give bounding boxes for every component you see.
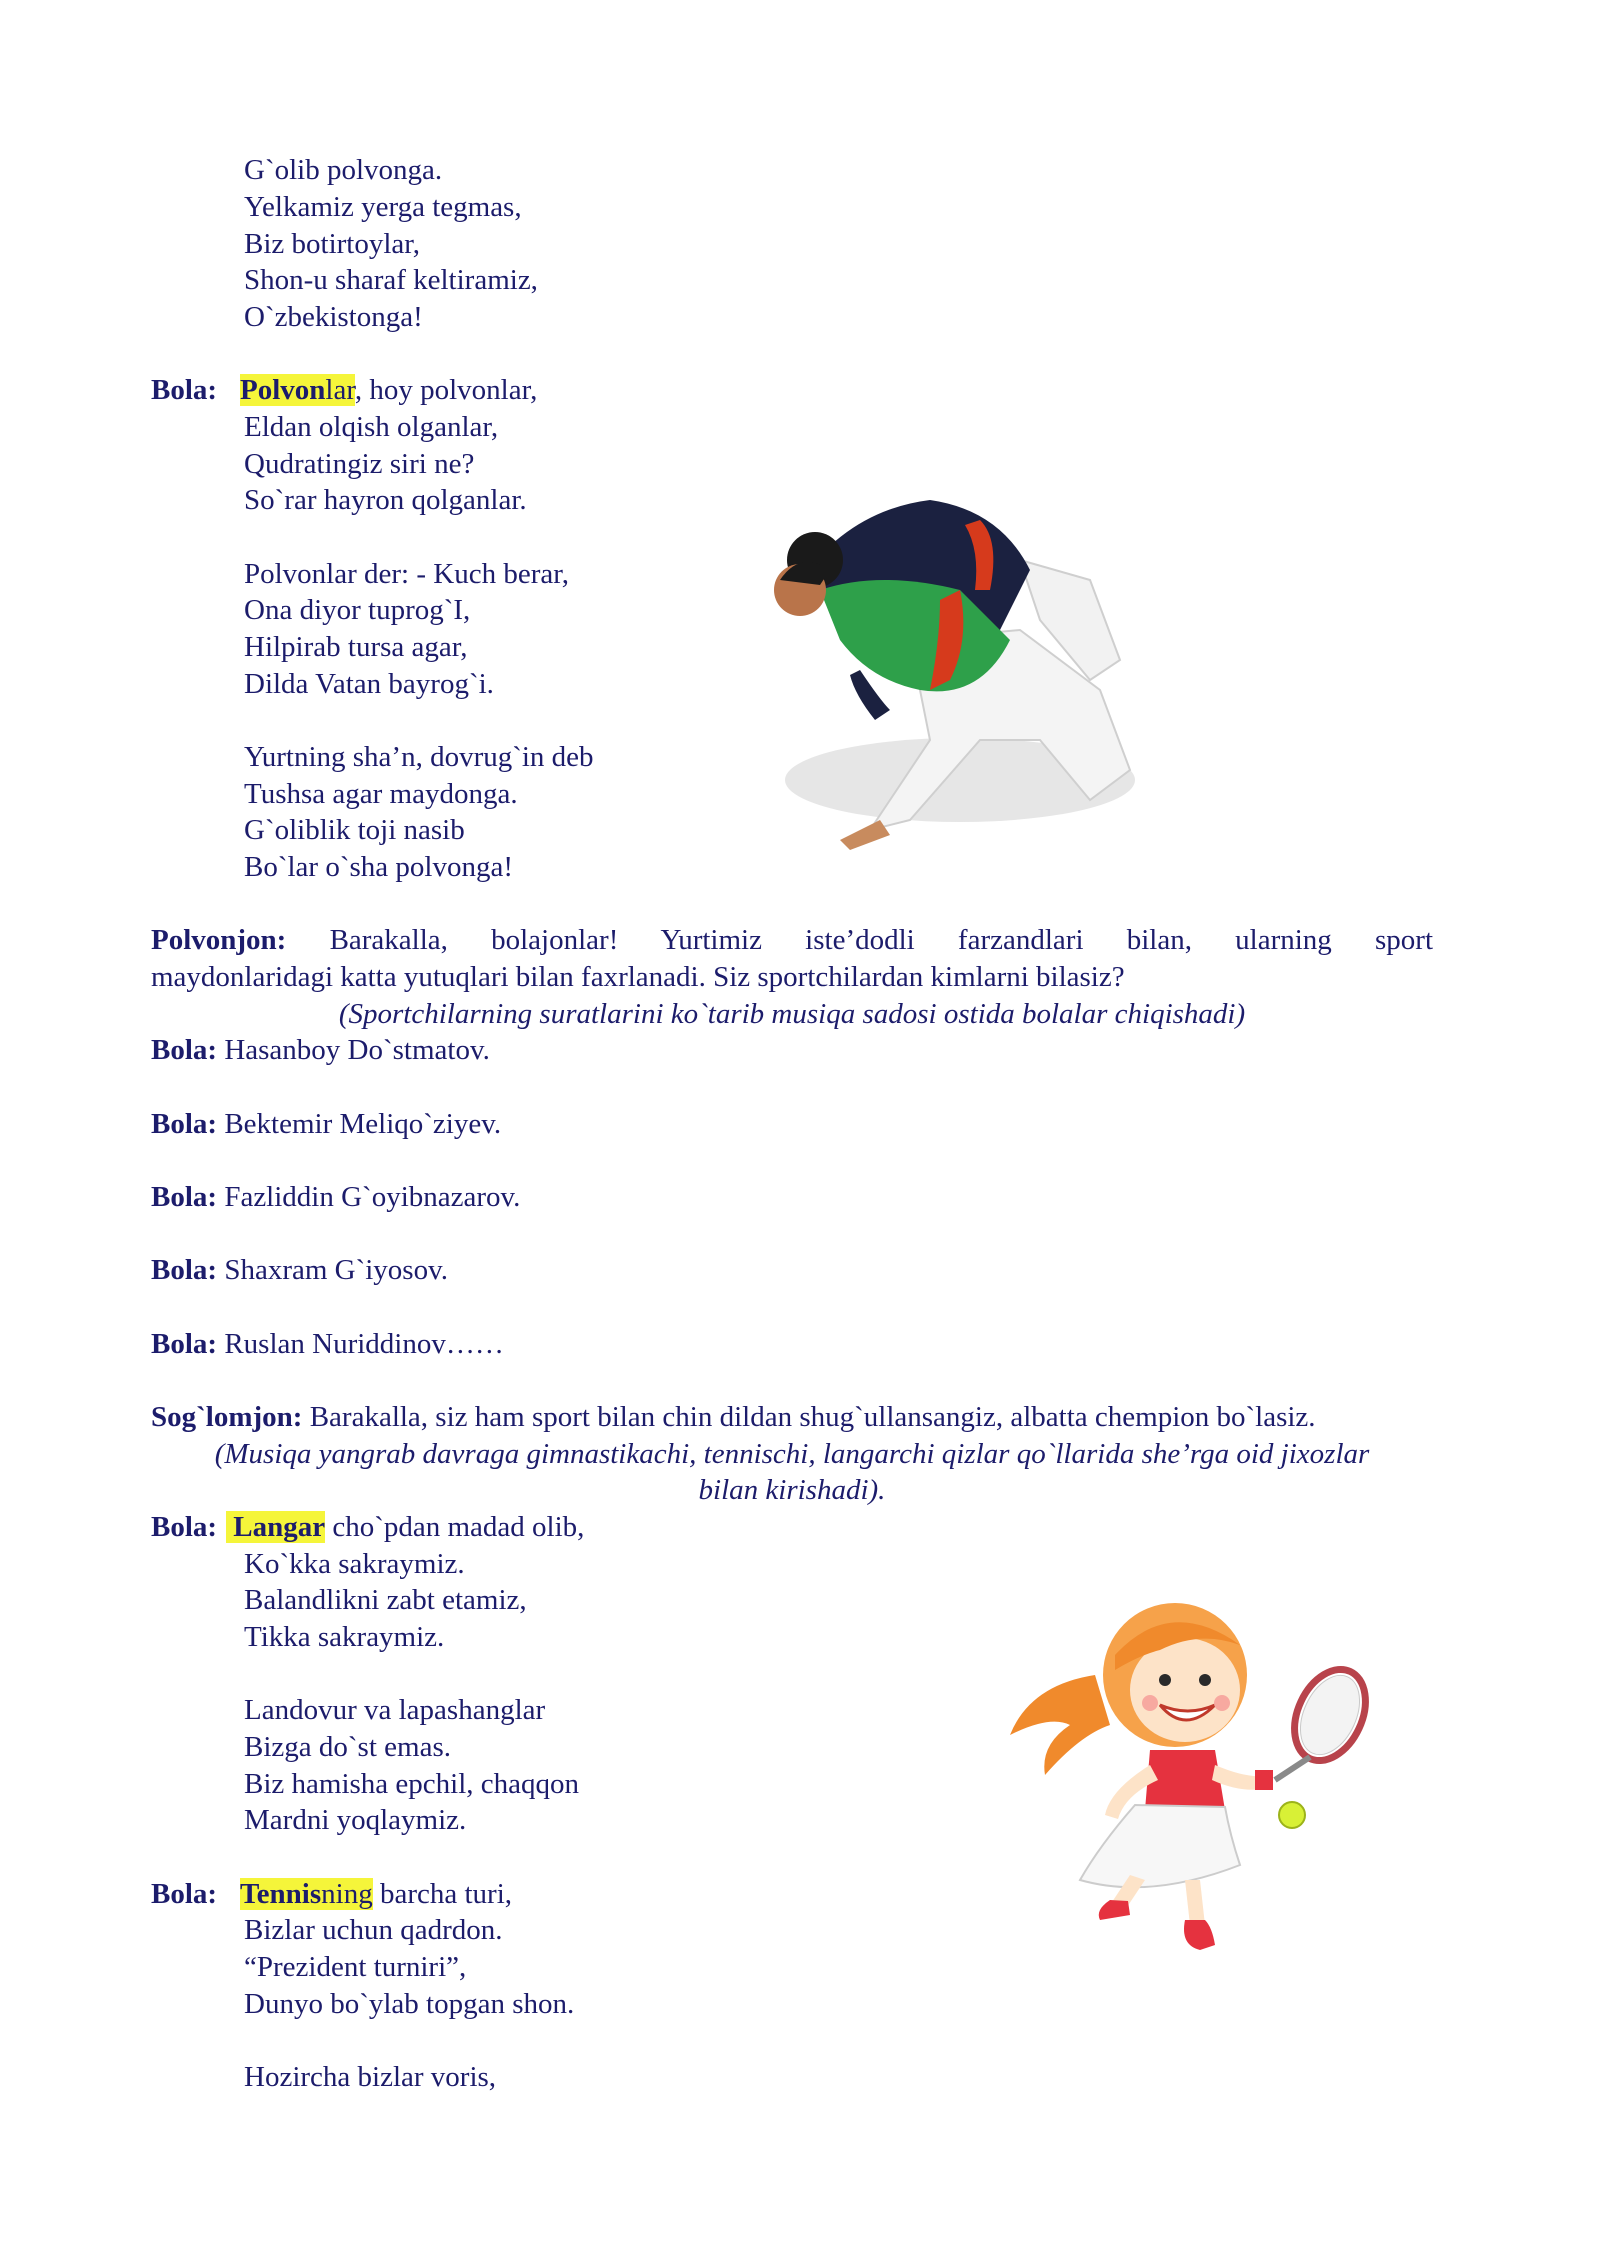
dialogue-line bbox=[151, 1032, 490, 1069]
athlete-name: Fazliddin G`oyibnazarov. bbox=[224, 1181, 521, 1213]
poem-line: Balandlikni zabt etamiz, bbox=[244, 1584, 527, 1616]
dialogue-line bbox=[151, 1179, 520, 1216]
speaker-label: Bola: bbox=[151, 1328, 218, 1360]
poem-line: “Prezident turniri”, bbox=[244, 1951, 467, 1983]
poem-line: Tikka sakraymiz. bbox=[244, 1621, 445, 1653]
dialogue-line bbox=[151, 1326, 504, 1363]
speaker-label: Bola: bbox=[151, 1108, 218, 1140]
highlighted-word: Polvon bbox=[240, 374, 326, 406]
poem-line: Qudratingiz siri ne? bbox=[244, 448, 475, 480]
speaker-label: Bola: bbox=[151, 1878, 218, 1910]
poem-line: Polvonlar der: - Kuch berar, bbox=[244, 558, 569, 590]
poem-line: Bo`lar o`sha polvonga! bbox=[244, 851, 513, 883]
poem-line: Ko`kka sakraymiz. bbox=[244, 1548, 465, 1580]
speaker-label: Bola: bbox=[151, 374, 218, 406]
tennis-girl-illustration bbox=[1000, 1575, 1380, 1965]
athlete-name: Ruslan Nuriddinov…… bbox=[224, 1328, 504, 1360]
dialogue-line bbox=[151, 1252, 448, 1289]
dialogue-line: maydonlaridagi katta yutuqlari bilan faxrlanadi. Siz sportchilardan kimlarni bilasiz? bbox=[151, 961, 1125, 993]
poem-line: Mardni yoqlaymiz. bbox=[244, 1804, 467, 1836]
highlighted-word: Tennis bbox=[240, 1878, 322, 1910]
dialogue-line bbox=[151, 1106, 501, 1143]
athlete-name: Hasanboy Do`stmatov. bbox=[224, 1034, 490, 1066]
stage-direction: (Musiqa yangrab davraga gimnastikachi, tennischi, langarchi qizlar qo`llarida she’rga oid jixozlar bbox=[214, 1438, 1370, 1470]
athlete-name: Bektemir Meliqo`ziyev. bbox=[224, 1108, 502, 1140]
wrestlers-illustration bbox=[760, 440, 1150, 860]
athlete-name: Shaxram G`iyosov. bbox=[224, 1254, 448, 1286]
poem-line: Tushsa agar maydonga. bbox=[244, 778, 518, 810]
line-rest: cho`pdan madad olib, bbox=[325, 1511, 585, 1543]
poem-line: So`rar hayron qolganlar. bbox=[244, 484, 527, 516]
poem-line: G`olib polvonga. bbox=[244, 154, 443, 186]
speaker-label: Sog`lomjon: bbox=[151, 1401, 303, 1433]
speaker-label: Bola: bbox=[151, 1254, 218, 1286]
poem-line: Yurtning sha’n, dovrug`in deb bbox=[244, 741, 594, 773]
line-rest: , hoy polvonlar, bbox=[354, 374, 538, 406]
stage-direction: (Sportchilarning suratlarini ko`tarib musiqa sadosi ostida bolalar chiqishadi) bbox=[338, 998, 1246, 1030]
poem-line: G`oliblik toji nasib bbox=[244, 814, 465, 846]
speaker-label: Polvonjon: bbox=[151, 924, 287, 956]
poem-line: Bizlar uchun qadrdon. bbox=[244, 1914, 503, 1946]
poem-line: Biz hamisha epchil, chaqqon bbox=[244, 1768, 580, 1800]
poem-line: Bizga do`st emas. bbox=[244, 1731, 451, 1763]
dialogue-text: Barakalla, siz ham sport bilan chin dildan shug`ullansangiz, albatta chempion bo`lasiz. bbox=[309, 1401, 1316, 1433]
highlighted-word: Langar bbox=[226, 1511, 325, 1543]
poem-line: Yelkamiz yerga tegmas, bbox=[244, 191, 522, 223]
dialogue-line bbox=[151, 922, 1433, 959]
poem-line: O`zbekistonga! bbox=[244, 301, 423, 333]
speaker-label: Bola: bbox=[151, 1511, 218, 1543]
poem-line: Landovur va lapashanglar bbox=[244, 1694, 546, 1726]
poem-line: Dilda Vatan bayrog`i. bbox=[244, 668, 494, 700]
poem-line: Hozircha bizlar voris, bbox=[244, 2061, 497, 2093]
highlighted-suffix: lar bbox=[325, 374, 355, 406]
dialogue-line bbox=[151, 1399, 1316, 1436]
poem-line: Eldan olqish olganlar, bbox=[244, 411, 499, 443]
poem-line: Ona diyor tuprog`I, bbox=[244, 594, 471, 626]
line-rest: barcha turi, bbox=[372, 1878, 513, 1910]
stage-direction: bilan kirishadi). bbox=[698, 1474, 886, 1506]
highlighted-suffix: ning bbox=[321, 1878, 373, 1910]
poem-line bbox=[226, 1509, 584, 1546]
poem-line: Hilpirab tursa agar, bbox=[244, 631, 468, 663]
speaker-label: Bola: bbox=[151, 1181, 218, 1213]
poem-line: Biz botirtoylar, bbox=[244, 228, 421, 260]
poem-line: Shon-u sharaf keltiramiz, bbox=[244, 264, 538, 296]
poem-line bbox=[240, 372, 537, 409]
poem-line bbox=[240, 1876, 512, 1913]
poem-line: Dunyo bo`ylab topgan shon. bbox=[244, 1988, 575, 2020]
speaker-label: Bola: bbox=[151, 1034, 218, 1066]
dialogue-text: Barakalla, bolajonlar! Yurtimiz iste’dodli farzandlari bilan, ularning sport bbox=[329, 924, 1434, 956]
